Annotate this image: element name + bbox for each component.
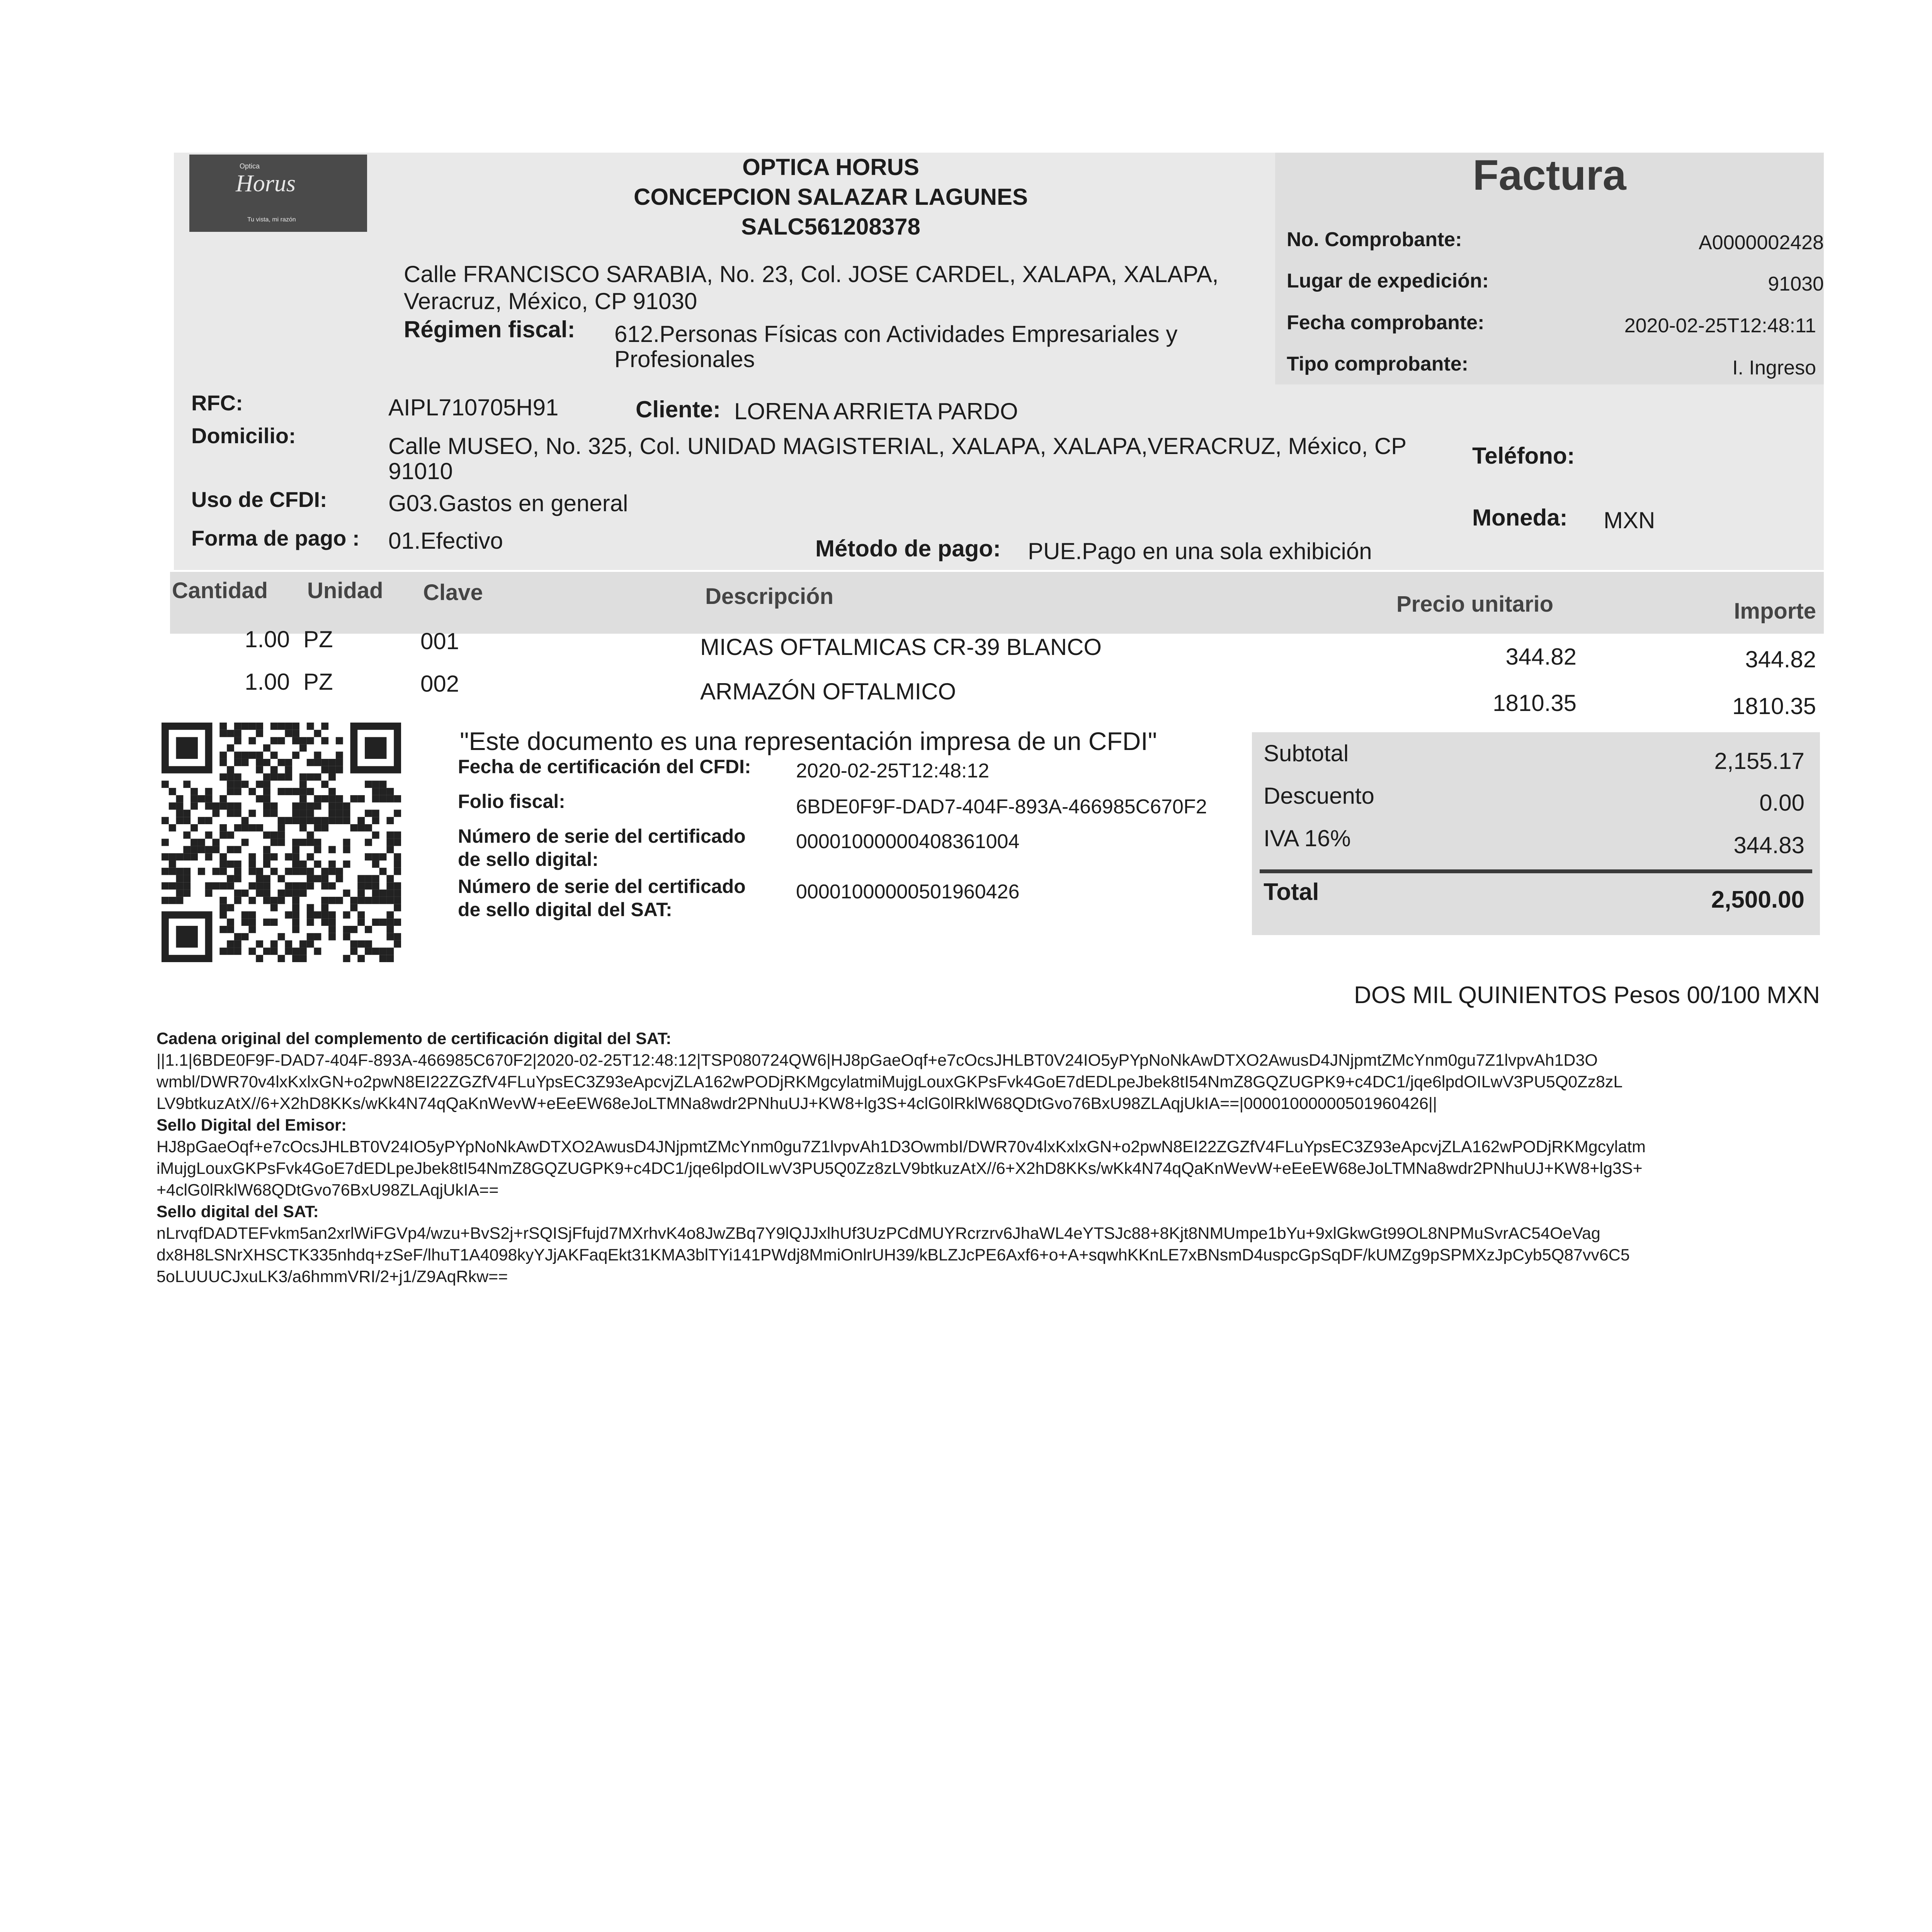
serie-sat-label-1: Número de serie del certificado <box>458 876 746 897</box>
cell-clave: 001 <box>420 628 459 654</box>
metodo-pago-value: PUE.Pago en una sola exhibición <box>1028 538 1372 564</box>
iva-label: IVA 16% <box>1264 825 1351 851</box>
iva-value: 344.83 <box>1733 832 1804 858</box>
col-header-precio: Precio unitario <box>1396 592 1553 617</box>
telefono-label: Teléfono: <box>1472 443 1575 469</box>
sello-sat-line: nLrvqfDADTEFvkm5an2xrlWiFGVp4/wzu+BvS2j+rSQISjFfujd7MXrhvK4o8JwZBq7Y9lQJJxlhUf3UzPCdMUYRcrzrv6JhaWL4eYTSJc88+8Kjt8NMUmpe1bYu+9xlGkwGt99OL8NPMuSvrAC54OeVag <box>156 1224 1600 1243</box>
fecha-label: Fecha comprobante: <box>1287 311 1485 334</box>
logo-small-text: Optica <box>240 162 260 170</box>
subtotal-value: 2,155.17 <box>1714 748 1804 774</box>
col-header-descripcion: Descripción <box>705 584 833 609</box>
folio-value: 6BDE0F9F-DAD7-404F-893A-466985C670F2 <box>796 796 1207 818</box>
serie-sat-value: 00001000000501960426 <box>796 881 1020 903</box>
items-header-row <box>170 572 1824 634</box>
amount-in-words: DOS MIL QUINIENTOS Pesos 00/100 MXN <box>1354 982 1820 1009</box>
comprobante-label: No. Comprobante: <box>1287 228 1462 251</box>
domicilio-line1: Calle MUSEO, No. 325, Col. UNIDAD MAGISTERIAL, XALAPA, XALAPA,VERACRUZ, México, CP <box>388 433 1407 459</box>
cadena-label: Cadena original del complemento de certificación digital del SAT: <box>156 1029 672 1048</box>
cfdi-quote: "Este documento es una representación impresa de un CFDI" <box>460 727 1157 755</box>
moneda-label: Moneda: <box>1472 505 1568 531</box>
cert-date-label: Fecha de certificación del CFDI: <box>458 756 751 777</box>
cell-cantidad: 1.00 <box>245 669 290 695</box>
cliente-value: LORENA ARRIETA PARDO <box>734 398 1018 424</box>
domicilio-line2: 91010 <box>388 458 453 484</box>
forma-pago-value: 01.Efectivo <box>388 528 503 554</box>
cell-cantidad: 1.00 <box>245 626 290 652</box>
sello-sat-line: dx8H8LSNrXHSCTK335nhdq+zSeF/lhuT1A4098kyYJjAKFaqEkt31KMA3blTYi141PWdj8MmiOnlrUH39/kBLZJcPE6Axf6+o+A+sqwhKKnLE7xBNsmD4uspcGpSqDF/kUMZg9pSPMXzJpCyb5Q87vv6C5 <box>156 1246 1630 1264</box>
issuer-address-line2: Veracruz, México, CP 91030 <box>404 288 697 314</box>
qr-code <box>162 723 401 962</box>
table-row <box>170 668 1824 719</box>
serie-label-1: Número de serie del certificado <box>458 825 746 847</box>
cadena-line: wmbl/DWR70v4lxKxlxGN+o2pwN8EI22ZGZfV4FLuYpsEC3Z93eApcvjZLA162wPODjRKMgcylatmiMujgLouxGKPsFvk4GoE7dEDLpeJbek8tI54NmZ8GQZUGPK9+c4DC1/jqe6lpdOILwV3PU5Q0Zz8zL <box>156 1073 1623 1091</box>
lugar-value: 91030 <box>1768 273 1824 295</box>
sello-emisor-label: Sello Digital del Emisor: <box>156 1116 347 1134</box>
col-header-clave: Clave <box>423 580 483 605</box>
descuento-value: 0.00 <box>1759 790 1804 816</box>
serie-label-2: de sello digital: <box>458 849 599 870</box>
total-label: Total <box>1264 879 1319 905</box>
cadena-line: LV9btkuzAtX//6+X2hD8KKs/wKk4N74qQaKnWevW+eEeEW68eJoLTMNa8wdr2PNhuUJ+KW8+lg3S+4clG0lRklW68QDtGvo76BxU98ZLAqjUkIA==|00001000000501960426|| <box>156 1094 1437 1113</box>
folio-label: Folio fiscal: <box>458 791 565 812</box>
uso-cfdi-label: Uso de CFDI: <box>191 487 327 512</box>
sello-emisor-line: HJ8pGaeOqf+e7cOcsJHLBT0V24IO5yPYpNoNkAwDTXO2AwusD4JNjpmtZMcYnm0gu7Z1lvpvAh1D3OwmbI/DWR70v4lxKxlxGN+o2pwN8EI22ZGZfV4FLuYpsEC3Z93eApcvjZLA162wPODjRKMgcylatm <box>156 1138 1646 1156</box>
lugar-label: Lugar de expedición: <box>1287 270 1489 292</box>
col-header-cantidad: Cantidad <box>172 578 268 603</box>
sello-sat-line: 5oLUUUCJxuLK3/a6hmmVRI/2+j1/Z9AqRkw== <box>156 1267 508 1286</box>
issuer-address-line1: Calle FRANCISCO SARABIA, No. 23, Col. JOSE CARDEL, XALAPA, XALAPA, <box>404 261 1219 287</box>
issuer-name: OPTICA HORUS <box>742 154 919 180</box>
table-row <box>170 626 1824 672</box>
sello-emisor-line: iMujgLouxGKPsFvk4GoE7dEDLpeJbek8tI54NmZ8GQZUGPK9+c4DC1/jqe6lpdOILwV3PU5Q0Zz8zLV9btkuzAtX//6+X2hD8KKs/wKk4N74qQaKnWevW+eEeEW68eJoLTMNa8wdr2PNhuUJ+KW8+lg3S+ <box>156 1159 1643 1178</box>
descuento-label: Descuento <box>1264 783 1374 809</box>
domicilio-label: Domicilio: <box>191 423 296 448</box>
cell-importe: 1810.35 <box>1732 693 1816 719</box>
metodo-pago-label: Método de pago: <box>815 536 1001 561</box>
cell-unidad: PZ <box>303 669 333 695</box>
cell-precio: 1810.35 <box>1493 690 1577 716</box>
seals-section <box>156 1028 1818 1287</box>
cell-descripcion: MICAS OFTALMICAS CR-39 BLANCO <box>700 634 1102 660</box>
col-header-importe: Importe <box>1734 599 1816 624</box>
serie-value: 00001000000408361004 <box>796 830 1020 853</box>
issuer-rfc: SALC561208378 <box>741 214 920 240</box>
logo-text: Horus <box>236 170 296 197</box>
cell-descripcion: ARMAZÓN OFTALMICO <box>700 679 956 704</box>
tipo-label: Tipo comprobante: <box>1287 353 1468 375</box>
serie-sat-label-2: de sello digital del SAT: <box>458 899 672 920</box>
cadena-line: ||1.1|6BDE0F9F-DAD7-404F-893A-466985C670F2|2020-02-25T12:48:12|TSP080724QW6|HJ8pGaeOqf+e7cOcsJHLBT0V24IO5yPYpNoNkAwDTXO2AwusD4JNjpmtZMcYnm0gu7Z1lvpvAh1D3O <box>156 1051 1598 1070</box>
logo-tagline: Tu vista, mi razón <box>247 216 296 223</box>
sello-sat-label: Sello digital del SAT: <box>156 1202 319 1221</box>
uso-cfdi-value: G03.Gastos en general <box>388 490 628 516</box>
moneda-value: MXN <box>1604 507 1655 533</box>
company-logo <box>189 155 367 232</box>
issuer-person: CONCEPCION SALAZAR LAGUNES <box>633 184 1028 210</box>
col-header-unidad: Unidad <box>307 578 383 603</box>
regimen-line1: 612.Personas Físicas con Actividades Empresariales y <box>614 321 1178 347</box>
regimen-label: Régimen fiscal: <box>404 316 575 342</box>
subtotal-label: Subtotal <box>1264 740 1349 766</box>
cell-unidad: PZ <box>303 626 333 652</box>
tipo-value: I. Ingreso <box>1732 357 1816 379</box>
totals-panel <box>1252 732 1820 935</box>
sello-emisor-line: +4clG0lRklW68QDtGvo76BxU98ZLAqjUkIA== <box>156 1181 499 1199</box>
cert-date-value: 2020-02-25T12:48:12 <box>796 760 990 782</box>
invoice-title: Factura <box>1473 151 1626 199</box>
total-value: 2,500.00 <box>1711 886 1804 913</box>
rfc-value: AIPL710705H91 <box>388 395 559 420</box>
regimen-line2: Profesionales <box>614 346 755 372</box>
cell-clave: 002 <box>420 671 459 697</box>
comprobante-value: A0000002428 <box>1699 231 1824 254</box>
fecha-value: 2020-02-25T12:48:11 <box>1624 315 1816 337</box>
total-divider <box>1260 869 1812 873</box>
cell-importe: 344.82 <box>1745 646 1816 672</box>
cell-precio: 344.82 <box>1505 644 1577 670</box>
forma-pago-label: Forma de pago : <box>191 526 360 550</box>
cliente-label: Cliente: <box>636 396 721 422</box>
rfc-label: RFC: <box>191 391 243 415</box>
